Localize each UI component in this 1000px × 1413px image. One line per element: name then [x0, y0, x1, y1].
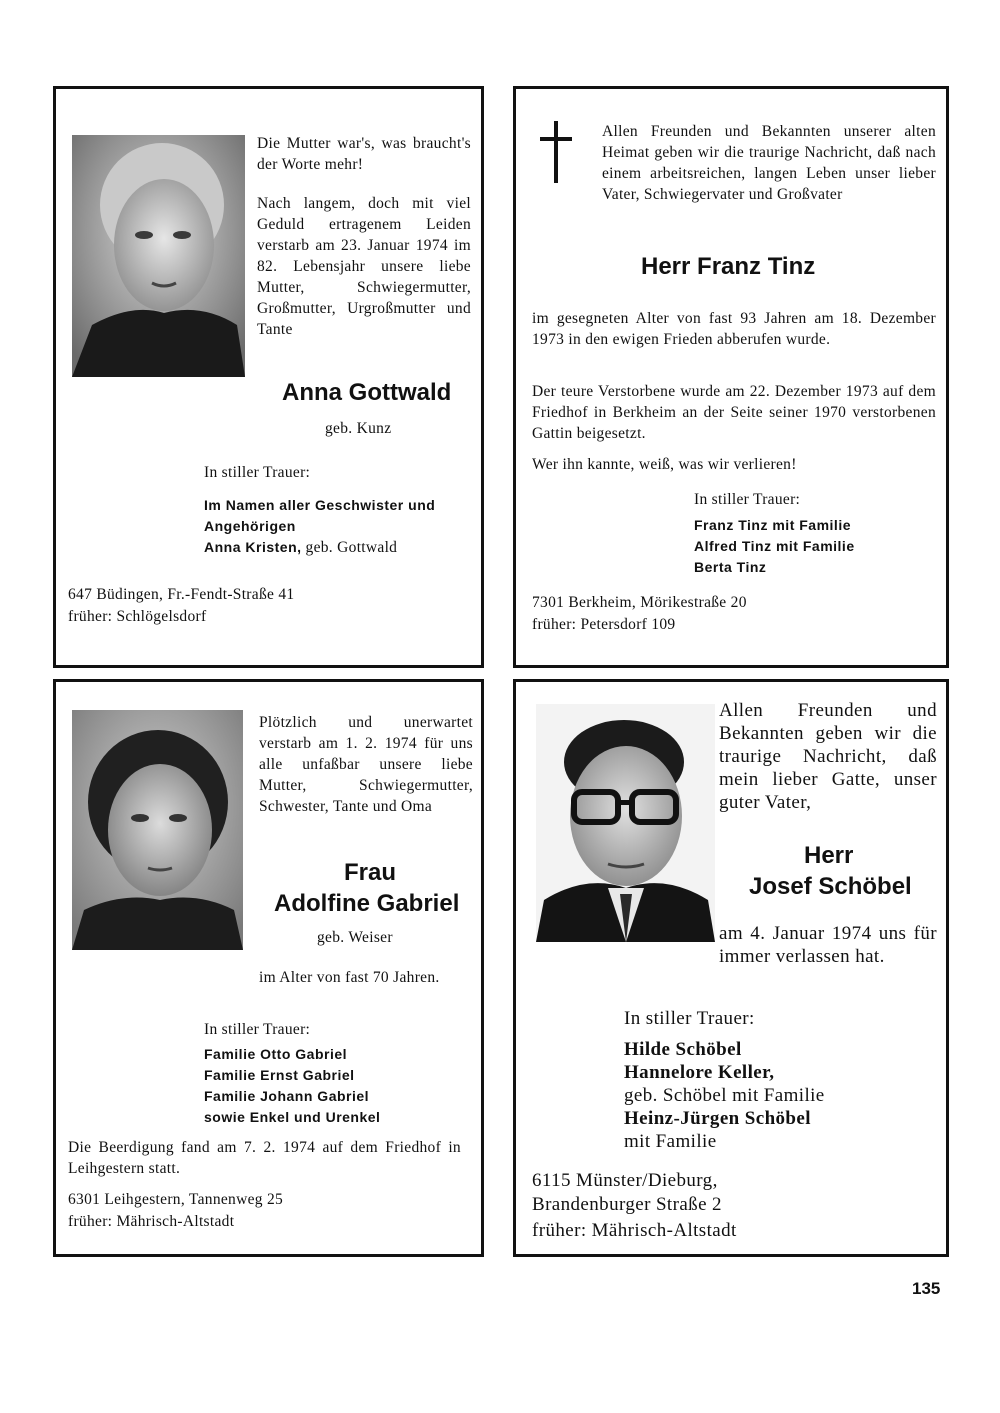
- age-text: im Alter von fast 70 Jahren.: [259, 969, 440, 986]
- portrait-josef-image: [536, 704, 715, 942]
- intro-text: Plötzlich und unerwartet verstarb am 1. 2. 1974 für uns alle unfaßbar unsere liebe Mutter, Schwiegermutter, Schwester, Tante und Oma: [259, 714, 473, 815]
- birth-name: geb. Weiser: [317, 929, 393, 946]
- portrait-adolfine-image: [72, 710, 243, 950]
- burial-text: Der teure Verstorbene wurde am 22. Dezember 1973 auf dem Friedhof in Berkheim an der Seite seiner 1970 verstorbenen Gattin beigesetzt.: [532, 383, 936, 442]
- deceased-name: Herr Franz Tinz: [641, 253, 816, 280]
- portrait-photo-adolfine: [72, 710, 243, 950]
- mourner-line: Familie Johann Gabriel: [204, 1088, 370, 1104]
- intro-text: Allen Freunden und Bekannten geben wir die traurige Nachricht, daß mein lieber Gatte, unser guter Vater,: [719, 700, 937, 813]
- former-home: früher: Mährisch-Altstadt: [532, 1220, 737, 1241]
- funeral-text: Die Beerdigung fand am 7. 2. 1974 auf dem Friedhof in Leihgestern statt.: [68, 1139, 461, 1177]
- mourners-list: [694, 515, 855, 578]
- portrait-photo-josef: [536, 704, 715, 942]
- deceased-name: Josef Schöbel: [749, 873, 912, 900]
- notice-josef-schoebel: [513, 679, 949, 1257]
- mourner-line: Berta Tinz: [694, 559, 767, 575]
- address: 647 Büdingen, Fr.-Fendt-Straße 41: [68, 586, 295, 603]
- death-announcement: Nach langem, doch mit viel Geduld ertragenem Leiden verstarb am 23. Januar 1974 im 82. Lebensjahr unsere liebe Mutter, Schwiegermutter, Großmutter, Urgroßmutter und Tante: [257, 195, 471, 338]
- closing-line: Wer ihn kannte, weiß, was wir verlieren!: [532, 456, 797, 473]
- mourner-line: Anna Kristen,: [204, 539, 302, 555]
- portrait-anna-image: [72, 135, 245, 377]
- mourner-line: sowie Enkel und Urenkel: [204, 1109, 381, 1125]
- mourning-heading: In stiller Trauer:: [204, 1021, 311, 1038]
- address-line-2: Brandenburger Straße 2: [532, 1194, 722, 1215]
- cross-icon: [536, 117, 576, 187]
- address: 7301 Berkheim, Mörikestraße 20: [532, 594, 747, 611]
- address: 6301 Leihgestern, Tannenweg 25: [68, 1191, 284, 1208]
- mourner-suffix: geb. Gottwald: [305, 539, 398, 556]
- death-announcement: am 4. Januar 1974 uns für immer verlassen hat.: [719, 923, 937, 967]
- mourner-line: Familie Ernst Gabriel: [204, 1067, 355, 1083]
- mourner-line: Hilde Schöbel: [624, 1039, 742, 1060]
- mourner-line: Hannelore Keller,: [624, 1062, 775, 1083]
- mourner-line: Alfred Tinz mit Familie: [694, 538, 855, 554]
- page-number: 135: [912, 1279, 941, 1298]
- title: Herr: [804, 842, 854, 869]
- mourners-list: [624, 1038, 924, 1153]
- former-home: früher: Schlögelsdorf: [68, 608, 207, 625]
- mourners-list: [204, 1044, 380, 1128]
- notice-franz-tinz: [513, 86, 949, 668]
- former-home: früher: Mährisch-Altstadt: [68, 1213, 235, 1230]
- birth-name: geb. Kunz: [325, 420, 392, 437]
- mourner-suffix: mit Familie: [624, 1131, 717, 1152]
- death-announcement: im gesegneten Alter von fast 93 Jahren am 18. Dezember 1973 in den ewigen Frieden abberufen wurde.: [532, 310, 936, 348]
- former-home: früher: Petersdorf 109: [532, 616, 676, 633]
- mourning-heading: In stiller Trauer:: [204, 464, 311, 481]
- mourning-heading: In stiller Trauer:: [624, 1008, 755, 1029]
- deceased-name: Adolfine Gabriel: [274, 890, 460, 917]
- portrait-photo-anna: [72, 135, 245, 377]
- mourner-line: Franz Tinz mit Familie: [694, 517, 851, 533]
- mourners-list: [204, 495, 474, 558]
- notice-anna-gottwald: [53, 86, 484, 668]
- mourner-line: Heinz-Jürgen Schöbel: [624, 1108, 811, 1129]
- title: Frau: [344, 859, 397, 886]
- mourner-suffix: geb. Schöbel mit Familie: [624, 1085, 825, 1106]
- deceased-name: Anna Gottwald: [282, 379, 452, 406]
- intro-quote: Die Mutter war's, was braucht's der Worte mehr!: [257, 135, 471, 173]
- address-line-1: 6115 Münster/Dieburg,: [532, 1170, 718, 1191]
- mourner-line: Im Namen aller Geschwister und Angehörigen: [204, 497, 436, 534]
- notice-adolfine-gabriel: [53, 679, 484, 1257]
- mourning-heading: In stiller Trauer:: [694, 491, 801, 508]
- mourner-line: Familie Otto Gabriel: [204, 1046, 348, 1062]
- intro-text: Allen Freunden und Bekannten unserer alten Heimat geben wir die traurige Nachricht, daß nach einem arbeitsreichen, langen Leben unser lieber Vater, Schwiegervater und Großvater: [602, 123, 936, 203]
